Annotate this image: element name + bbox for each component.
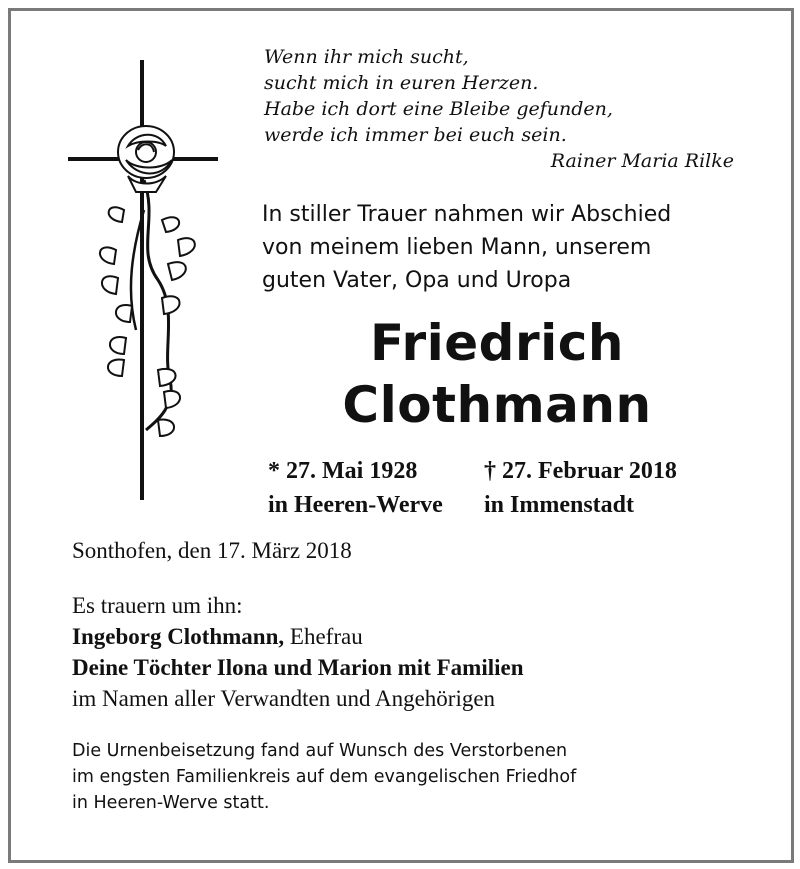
poem-line: werde ich immer bei euch sein.	[264, 124, 567, 146]
deceased-name	[262, 312, 732, 436]
birth-date: * 27. Mai 1928	[268, 458, 418, 484]
children-name: Deine Töchter Ilona und Marion mit Familien	[72, 655, 524, 680]
notice-line: im engsten Familienkreis auf dem evangelischen Friedhof	[72, 767, 577, 787]
mourner-children	[72, 652, 762, 683]
intro-line: guten Vater, Opa und Uropa	[262, 268, 572, 293]
mourners-heading: Es trauern um ihn:	[72, 593, 243, 618]
notice-line: Die Urnenbeisetzung fand auf Wunsch des Verstorbenen	[72, 741, 568, 761]
mourner-relatives: im Namen aller Verwandten und Angehörigen	[72, 686, 496, 711]
place-date: Sonthofen, den 17. März 2018	[72, 538, 352, 563]
burial-notice	[72, 738, 762, 816]
death-place: in Immenstadt	[484, 492, 635, 518]
spouse-name: Ingeborg Clothmann,	[72, 624, 285, 649]
birth-info	[268, 454, 443, 522]
mourner-spouse	[72, 621, 762, 652]
intro-line: von meinem lieben Mann, unserem	[262, 235, 652, 260]
birth-place: in Heeren-Werve	[268, 492, 443, 518]
deceased-last-name: Clothmann	[342, 376, 652, 434]
poem-author: Rainer Maria Rilke	[550, 150, 734, 172]
poem-line: sucht mich in euren Herzen.	[264, 72, 539, 94]
spouse-role: Ehefrau	[284, 624, 363, 649]
poem	[264, 44, 734, 174]
intro-line: In stiller Trauer nahmen wir Abschied	[262, 202, 672, 227]
poem-line: Habe ich dort eine Bleibe gefunden,	[264, 98, 613, 120]
death-info	[484, 454, 677, 522]
notice-line: in Heeren-Werve statt.	[72, 793, 270, 813]
death-date: † 27. Februar 2018	[484, 458, 677, 484]
poem-line: Wenn ihr mich sucht,	[264, 46, 469, 68]
intro-text	[262, 198, 742, 297]
cross-with-rose-icon	[66, 60, 222, 502]
mourners	[72, 590, 762, 714]
deceased-first-name: Friedrich	[370, 314, 624, 372]
